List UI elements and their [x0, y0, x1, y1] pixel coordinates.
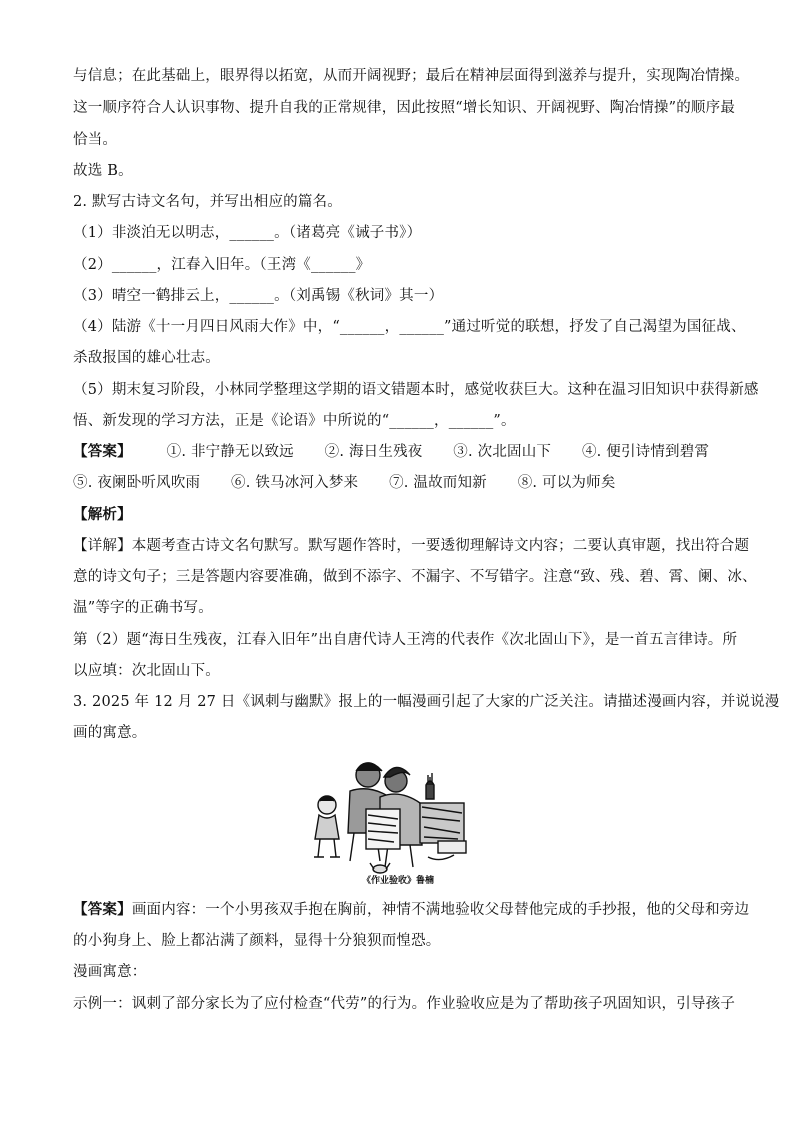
text-line: 画的寓意。 — [73, 725, 147, 741]
answer-item: ②. 海日生残夜 — [324, 444, 423, 460]
text-line: 第（2）题“海日生残夜，江春入旧年”出自唐代诗人王湾的代表作《次北固山下》，是一首五言律诗。所 — [73, 632, 738, 648]
cartoon-illustration — [310, 757, 486, 889]
question-3-title: 3. 2025 年 12 月 27 日《讽刺与幽默》报上的一幅漫画引起了大家的广泛关注。请描述漫画内容，并说说漫 — [73, 694, 780, 710]
text-line: 以应填：次北固山下。 — [73, 663, 220, 679]
text-line: 与信息；在此基础上，眼界得以拓宽，从而开阔视野；最后在精神层面得到滋养与提升，实现陶冶情操。 — [73, 68, 750, 84]
text-line: 漫画寓意： — [73, 964, 147, 980]
detail-paragraph: 【详解】本题考查古诗文名句默写。默写题作答时，一要透彻理解诗文内容；二要认真审题，找出符合题 — [73, 538, 750, 554]
question-2-item-2: （2）______，江春入旧年。（王湾《______》 — [73, 257, 371, 273]
answer-item: ⑧. 可以为师矣 — [517, 475, 616, 491]
answer-item: ⑤. 夜阑卧听风吹雨 — [73, 475, 201, 491]
text-line: 悟、新发现的学习方法，正是《论语》中所说的“______，______”。 — [73, 413, 516, 429]
answer-item: ①. 非宁静无以致远 — [166, 444, 294, 460]
answer-item: ③. 次北固山下 — [453, 444, 552, 460]
question-2-item-1: （1）非淡泊无以明志，______。（诸葛亮《诫子书》） — [73, 225, 422, 241]
text-line: 恰当。 — [73, 132, 118, 148]
answer-item: ④. 便引诗情到碧霄 — [581, 444, 710, 460]
answer-row-2 — [73, 473, 616, 493]
answer-3: 【答案】画面内容：一个小男孩双手抱在胸前，神情不满地验收父母替他完成的手抄报，他的父母和旁边 — [73, 901, 750, 918]
answer-item: ⑦. 温故而知新 — [389, 475, 487, 491]
figure-caption: 《作业验收》鲁楠 — [361, 876, 435, 886]
answer-3-text: 画面内容：一个小男孩双手抱在胸前，神情不满地验收父母替他完成的手抄报，他的父母和旁边 — [131, 902, 750, 918]
text-line: 杀敌报国的雄心壮志。 — [73, 350, 220, 366]
answer-label: 【答案】 — [73, 443, 132, 460]
answer-row-1 — [73, 442, 709, 462]
question-2-item-5: （5）期末复习阶段，小林同学整理这学期的语文错题本时，感觉收获巨大。这种在温习旧知识中获得新感 — [73, 382, 759, 398]
answer-item: ⑥. 铁马冰河入梦来 — [231, 475, 359, 491]
question-2-title: 2. 默写古诗文名句，并写出相应的篇名。 — [73, 194, 342, 210]
cartoon-figure — [310, 757, 486, 889]
text-line: 的小狗身上、脸上都沾满了颜料，显得十分狼狈而惶恐。 — [73, 933, 441, 949]
text-line: 示例一：讽刺了部分家长为了应付检查“代劳”的行为。作业验收应是为了帮助孩子巩固知识，引导孩子 — [73, 996, 736, 1012]
text-line: 温”等字的正确书写。 — [73, 600, 213, 616]
text-line: 这一顺序符合人认识事物、提升自我的正常规律，因此按照“增长知识、开阔视野、陶冶情操”的顺序最 — [73, 100, 736, 116]
analysis-label: 【解析】 — [73, 506, 132, 523]
question-2-item-4: （4）陆游《十一月四日风雨大作》中，“______，______”通过听觉的联想，抒发了自己渴望为国征战、 — [73, 319, 746, 335]
question-2-item-3: （3）晴空一鹤排云上，______。（刘禹锡《秋词》其一） — [73, 288, 444, 304]
text-line: 意的诗文句子；三是答题内容要准确，做到不添字、不漏字、不写错字。注意“致、残、碧、霄、阑、冰、 — [73, 569, 757, 585]
text-line: 故选 B。 — [73, 163, 133, 179]
